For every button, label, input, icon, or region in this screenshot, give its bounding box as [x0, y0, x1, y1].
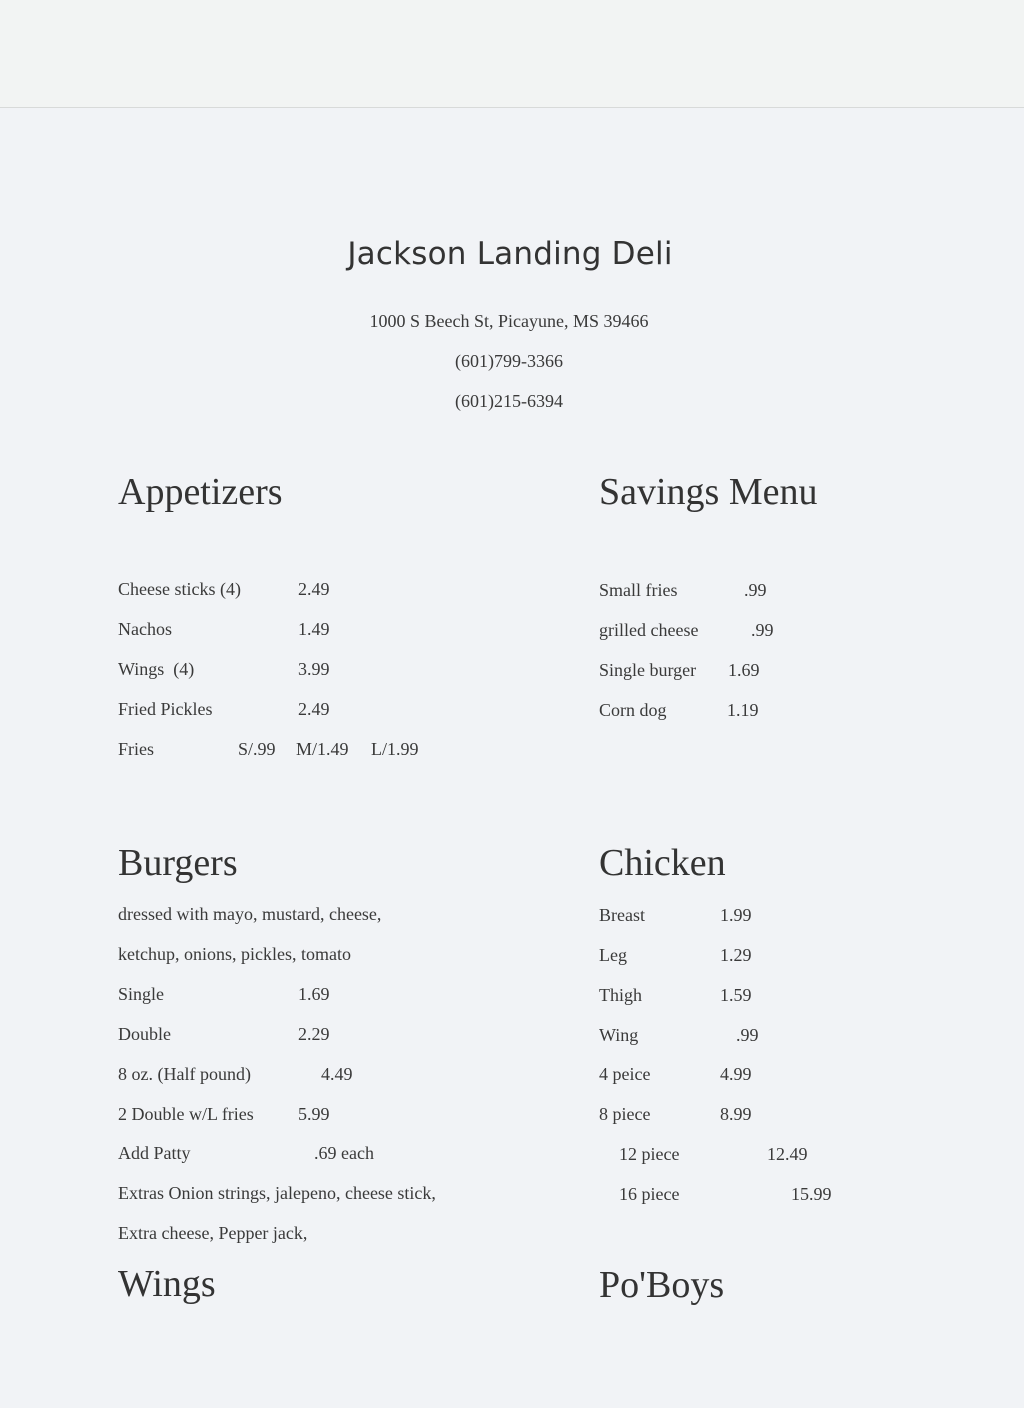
phone-2: (601)215-6394 — [455, 391, 563, 411]
chicken-item-name: 16 piece — [619, 1184, 680, 1204]
page-top-band — [0, 0, 1024, 108]
fries-large-price: L/1.99 — [371, 739, 419, 759]
appetizer-item-name: Wings (4) — [118, 659, 195, 679]
appetizer-item-price: 2.49 — [298, 699, 330, 719]
chicken-item-name: Leg — [599, 945, 627, 965]
savings-item-price: .99 — [744, 580, 767, 600]
burgers-heading: Burgers — [118, 842, 238, 884]
restaurant-name: Jackson Landing Deli — [347, 236, 673, 272]
chicken-item-name: 12 piece — [619, 1144, 680, 1164]
poboys-heading: Po'Boys — [599, 1264, 725, 1306]
chicken-item-price: 15.99 — [791, 1184, 832, 1204]
burger-item-name: Single — [118, 984, 165, 1004]
burger-item-price: 1.69 — [298, 984, 330, 1004]
fries-medium-price: M/1.49 — [296, 739, 349, 759]
savings-item-name: Single burger — [599, 660, 697, 680]
phone-1: (601)799-3366 — [455, 351, 563, 371]
chicken-heading: Chicken — [599, 842, 726, 884]
chicken-item-name: 8 piece — [599, 1104, 651, 1124]
chicken-item-price: 1.29 — [720, 945, 752, 965]
burgers-description-line: ketchup, onions, pickles, tomato — [118, 944, 351, 964]
burger-item-name: Double — [118, 1024, 171, 1044]
burger-item-price: 5.99 — [298, 1104, 330, 1124]
chicken-item-name: Breast — [599, 905, 645, 925]
burgers-description-line: dressed with mayo, mustard, cheese, — [118, 904, 382, 924]
chicken-item-name: Wing — [599, 1025, 639, 1045]
burger-item-price: .69 each — [314, 1143, 374, 1163]
savings-item-price: .99 — [751, 620, 774, 640]
burger-item-name: 8 oz. (Half pound) — [118, 1064, 251, 1084]
appetizers-heading: Appetizers — [118, 471, 283, 513]
appetizer-item-name: Nachos — [118, 619, 172, 639]
appetizer-item-name: Fried Pickles — [118, 699, 213, 719]
burgers-extras-line: Extras Onion strings, jalepeno, cheese stick, — [118, 1183, 436, 1203]
burgers-extras-line: Extra cheese, Pepper jack, — [118, 1223, 308, 1243]
savings-item-price: 1.19 — [727, 700, 759, 720]
appetizer-item-price: 1.49 — [298, 619, 330, 639]
chicken-item-price: 8.99 — [720, 1104, 752, 1124]
savings-item-name: Small fries — [599, 580, 678, 600]
burger-item-name: 2 Double w/L fries — [118, 1104, 254, 1124]
chicken-item-name: 4 peice — [599, 1064, 651, 1084]
appetizer-item-name: Cheese sticks (4) — [118, 579, 241, 599]
chicken-item-price: 1.99 — [720, 905, 752, 925]
chicken-item-price: 1.59 — [720, 985, 752, 1005]
burger-item-price: 2.29 — [298, 1024, 330, 1044]
savings-item-name: grilled cheese — [599, 620, 699, 640]
wings-heading: Wings — [118, 1263, 216, 1305]
address: 1000 S Beech St, Picayune, MS 39466 — [369, 311, 649, 331]
savings-menu-heading: Savings Menu — [599, 471, 818, 513]
burger-item-price: 4.49 — [321, 1064, 353, 1084]
chicken-item-price: 4.99 — [720, 1064, 752, 1084]
chicken-item-price: .99 — [736, 1025, 759, 1045]
appetizer-item-price: 2.49 — [298, 579, 330, 599]
fries-name: Fries — [118, 739, 154, 759]
chicken-item-price: 12.49 — [767, 1144, 808, 1164]
fries-small-price: S/.99 — [238, 739, 276, 759]
savings-item-name: Corn dog — [599, 700, 667, 720]
savings-item-price: 1.69 — [728, 660, 760, 680]
chicken-item-name: Thigh — [599, 985, 642, 1005]
appetizer-item-price: 3.99 — [298, 659, 330, 679]
burger-item-name: Add Patty — [118, 1143, 191, 1163]
